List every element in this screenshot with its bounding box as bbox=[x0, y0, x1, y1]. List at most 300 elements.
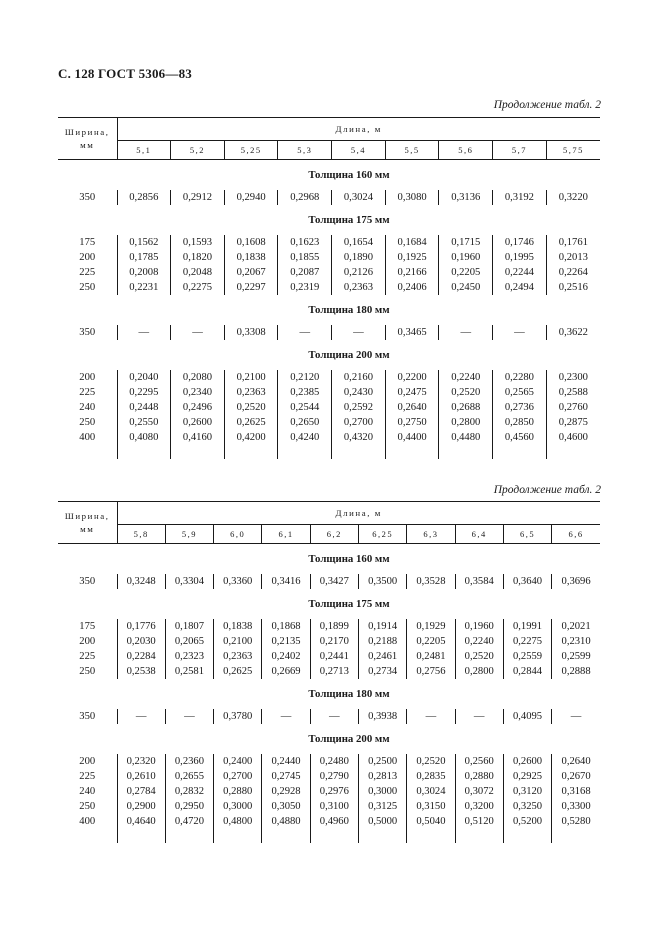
value-cell: 0,1761 bbox=[558, 237, 588, 248]
width-cell: 350 bbox=[58, 709, 117, 724]
value-cell: 0,2475 bbox=[385, 385, 439, 400]
value-cell: — bbox=[278, 325, 332, 340]
table-row bbox=[58, 784, 600, 799]
value-cell: 0,2736 bbox=[493, 400, 547, 415]
value-cell: 0,1960 bbox=[439, 250, 493, 265]
value-cell: 0,2013 bbox=[558, 252, 588, 263]
page-header: С. 128 ГОСТ 5306—83 bbox=[58, 66, 192, 81]
value-cell: 0,1995 bbox=[493, 250, 547, 265]
value-cell: 0,1593 bbox=[171, 235, 225, 250]
section-row bbox=[58, 724, 600, 754]
value-cell: 0,2756 bbox=[407, 664, 455, 679]
value-cell: 0,2850 bbox=[493, 415, 547, 430]
value-cell: 0,2832 bbox=[165, 784, 213, 799]
value-cell: 0,2625 bbox=[224, 415, 278, 430]
value-cell: 0,3100 bbox=[310, 799, 358, 814]
value-cell: 0,2160 bbox=[332, 370, 386, 385]
value-cell: 0,3304 bbox=[165, 574, 213, 589]
length-header-cell: 6,4 bbox=[455, 525, 503, 544]
value-cell: 0,3622 bbox=[558, 327, 588, 338]
value-cell: 0,2448 bbox=[117, 400, 171, 415]
value-cell: 0,4095 bbox=[503, 709, 551, 724]
width-cell: 225 bbox=[58, 769, 117, 784]
value-cell: 0,1925 bbox=[385, 250, 439, 265]
value-cell: 0,2231 bbox=[117, 280, 171, 295]
value-cell: 0,2835 bbox=[407, 769, 455, 784]
width-cell: 200 bbox=[58, 370, 117, 385]
value-cell: 0,3465 bbox=[385, 325, 439, 340]
value-cell: — bbox=[570, 711, 582, 722]
value-cell: 0,4720 bbox=[165, 814, 213, 829]
table-row bbox=[58, 325, 600, 340]
table-row bbox=[58, 430, 600, 445]
value-cell: 0,4320 bbox=[332, 430, 386, 445]
value-cell: 0,1929 bbox=[407, 619, 455, 634]
value-cell: 0,2166 bbox=[385, 265, 439, 280]
value-cell: 0,2856 bbox=[117, 190, 171, 205]
value-cell: — bbox=[455, 709, 503, 724]
value-cell: 0,4400 bbox=[385, 430, 439, 445]
value-cell: 0,1562 bbox=[117, 235, 171, 250]
value-cell: 0,2520 bbox=[224, 400, 278, 415]
value-cell: 0,3168 bbox=[561, 786, 591, 797]
value-cell: 0,3938 bbox=[358, 709, 406, 724]
value-cell: 0,3192 bbox=[493, 190, 547, 205]
value-cell: 0,1623 bbox=[278, 235, 332, 250]
section-row bbox=[58, 544, 600, 575]
length-header-cell: 5,8 bbox=[117, 525, 165, 544]
value-cell: 0,2640 bbox=[561, 756, 591, 767]
value-cell: 0,2813 bbox=[358, 769, 406, 784]
section-title: Толщина 200 мм bbox=[308, 349, 390, 361]
value-cell: 0,2284 bbox=[117, 649, 165, 664]
length-header-cell: 5,4 bbox=[332, 141, 386, 160]
value-cell: 0,2406 bbox=[385, 280, 439, 295]
value-cell: 0,2760 bbox=[558, 402, 588, 413]
value-cell: 0,2120 bbox=[278, 370, 332, 385]
length-header-cell: 5,7 bbox=[493, 141, 547, 160]
value-cell: 0,2800 bbox=[439, 415, 493, 430]
width-cell: 225 bbox=[58, 265, 117, 280]
value-cell: 0,2295 bbox=[117, 385, 171, 400]
value-cell: 0,2610 bbox=[117, 769, 165, 784]
length-header-cell: 5,2 bbox=[171, 141, 225, 160]
width-header-label: Ширина, bbox=[64, 126, 110, 137]
length-header-cell: 6,3 bbox=[407, 525, 455, 544]
table-row bbox=[58, 814, 600, 829]
value-cell: 0,1608 bbox=[224, 235, 278, 250]
length-header-cell: 6,5 bbox=[503, 525, 551, 544]
value-cell: 0,2297 bbox=[224, 280, 278, 295]
value-cell: 0,2440 bbox=[262, 754, 310, 769]
value-cell: 0,2688 bbox=[439, 400, 493, 415]
length-header-cell: 5,5 bbox=[385, 141, 439, 160]
value-cell: 0,2065 bbox=[165, 634, 213, 649]
value-cell: 0,4600 bbox=[558, 432, 588, 443]
value-cell: 0,2976 bbox=[310, 784, 358, 799]
value-cell: 0,2240 bbox=[455, 634, 503, 649]
value-cell: 0,2560 bbox=[455, 754, 503, 769]
section-title: Толщина 200 мм bbox=[308, 733, 390, 745]
value-cell: 0,2496 bbox=[171, 400, 225, 415]
table-row bbox=[58, 400, 600, 415]
width-column-header bbox=[58, 118, 117, 160]
value-cell: 0,4240 bbox=[278, 430, 332, 445]
value-cell: 0,2880 bbox=[455, 769, 503, 784]
width-header-unit: мм bbox=[80, 139, 95, 150]
value-cell: 0,2713 bbox=[310, 664, 358, 679]
value-cell: 0,2880 bbox=[214, 784, 262, 799]
value-cell: 0,3024 bbox=[332, 190, 386, 205]
value-cell: 0,3120 bbox=[503, 784, 551, 799]
value-cell: 0,2441 bbox=[310, 649, 358, 664]
value-cell: 0,3200 bbox=[455, 799, 503, 814]
value-cell: 0,1746 bbox=[493, 235, 547, 250]
section-title: Толщина 180 мм bbox=[308, 688, 390, 700]
value-cell: 0,2600 bbox=[171, 415, 225, 430]
value-cell: 0,2650 bbox=[278, 415, 332, 430]
value-cell: 0,4200 bbox=[224, 430, 278, 445]
width-header-label: Ширина, bbox=[64, 510, 110, 521]
value-cell: 0,3500 bbox=[358, 574, 406, 589]
width-cell: 250 bbox=[58, 664, 117, 679]
value-cell: 0,2402 bbox=[262, 649, 310, 664]
length-header-cell: 6,1 bbox=[262, 525, 310, 544]
value-cell: 0,1684 bbox=[385, 235, 439, 250]
value-cell: 0,2520 bbox=[455, 649, 503, 664]
table-row bbox=[58, 415, 600, 430]
value-cell: 0,2950 bbox=[165, 799, 213, 814]
value-cell: 0,2200 bbox=[385, 370, 439, 385]
value-cell: 0,2363 bbox=[224, 385, 278, 400]
value-cell: 0,1807 bbox=[165, 619, 213, 634]
section-row bbox=[58, 340, 600, 370]
value-cell: 0,1838 bbox=[224, 250, 278, 265]
value-cell: 0,2494 bbox=[493, 280, 547, 295]
value-cell: 0,2048 bbox=[171, 265, 225, 280]
value-cell: 0,2588 bbox=[558, 387, 588, 398]
section-row bbox=[58, 589, 600, 619]
width-column-header bbox=[58, 502, 117, 544]
value-cell: 0,1785 bbox=[117, 250, 171, 265]
value-cell: 0,1868 bbox=[262, 619, 310, 634]
table-row bbox=[58, 574, 600, 589]
value-cell: 0,2669 bbox=[262, 664, 310, 679]
width-cell: 240 bbox=[58, 784, 117, 799]
section-row bbox=[58, 205, 600, 235]
width-cell: 240 bbox=[58, 400, 117, 415]
value-cell: 0,2700 bbox=[332, 415, 386, 430]
value-cell: 0,2100 bbox=[214, 634, 262, 649]
value-cell: 0,2188 bbox=[358, 634, 406, 649]
value-cell: 0,3416 bbox=[262, 574, 310, 589]
value-cell: 0,2400 bbox=[214, 754, 262, 769]
width-cell: 350 bbox=[58, 574, 117, 589]
table-row bbox=[58, 664, 600, 679]
weight-table-2 bbox=[58, 501, 600, 843]
section-row bbox=[58, 295, 600, 325]
value-cell: 0,2126 bbox=[332, 265, 386, 280]
value-cell: 0,5040 bbox=[407, 814, 455, 829]
value-cell: 0,2544 bbox=[278, 400, 332, 415]
width-cell: 250 bbox=[58, 415, 117, 430]
width-cell: 200 bbox=[58, 754, 117, 769]
value-cell: 0,1776 bbox=[117, 619, 165, 634]
value-cell: — bbox=[117, 709, 165, 724]
value-cell: 0,2275 bbox=[503, 634, 551, 649]
width-cell: 350 bbox=[58, 190, 117, 205]
table-row bbox=[58, 649, 600, 664]
length-header-cell: 5,9 bbox=[165, 525, 213, 544]
value-cell: 0,2480 bbox=[310, 754, 358, 769]
value-cell: 0,2790 bbox=[310, 769, 358, 784]
table-row bbox=[58, 799, 600, 814]
value-cell: 0,5000 bbox=[358, 814, 406, 829]
section-title: Толщина 160 мм bbox=[308, 169, 390, 181]
value-cell: 0,2205 bbox=[407, 634, 455, 649]
value-cell: 0,2928 bbox=[262, 784, 310, 799]
section-title: Толщина 180 мм bbox=[308, 304, 390, 316]
continuation-label-2: Продолжение табл. 2 bbox=[493, 484, 601, 496]
value-cell: 0,2461 bbox=[358, 649, 406, 664]
value-cell: 0,2363 bbox=[214, 649, 262, 664]
value-cell: 0,2360 bbox=[165, 754, 213, 769]
value-cell: 0,2745 bbox=[262, 769, 310, 784]
width-cell: 200 bbox=[58, 250, 117, 265]
value-cell: 0,2640 bbox=[385, 400, 439, 415]
value-cell: 0,1899 bbox=[310, 619, 358, 634]
value-cell: 0,3528 bbox=[407, 574, 455, 589]
value-cell: 0,2100 bbox=[224, 370, 278, 385]
value-cell: 0,4800 bbox=[214, 814, 262, 829]
value-cell: — bbox=[407, 709, 455, 724]
value-cell: 0,2592 bbox=[332, 400, 386, 415]
value-cell: 0,2244 bbox=[493, 265, 547, 280]
value-cell: 0,3308 bbox=[224, 325, 278, 340]
width-cell: 250 bbox=[58, 280, 117, 295]
value-cell: 0,4960 bbox=[310, 814, 358, 829]
length-header-cell: 5,25 bbox=[224, 141, 278, 160]
value-cell: 0,2940 bbox=[224, 190, 278, 205]
table-row bbox=[58, 754, 600, 769]
value-cell: 0,1991 bbox=[503, 619, 551, 634]
section-title: Толщина 160 мм bbox=[308, 553, 390, 565]
table-row bbox=[58, 370, 600, 385]
value-cell: — bbox=[117, 325, 171, 340]
value-cell: 0,2670 bbox=[561, 771, 591, 782]
value-cell: 0,2080 bbox=[171, 370, 225, 385]
value-cell: 0,3150 bbox=[407, 799, 455, 814]
value-cell: 0,2655 bbox=[165, 769, 213, 784]
value-cell: 0,3300 bbox=[561, 801, 591, 812]
value-cell: 0,2264 bbox=[558, 267, 588, 278]
value-cell: 0,2912 bbox=[171, 190, 225, 205]
value-cell: — bbox=[332, 325, 386, 340]
value-cell: 0,2067 bbox=[224, 265, 278, 280]
value-cell: 0,3780 bbox=[214, 709, 262, 724]
width-cell: 225 bbox=[58, 649, 117, 664]
value-cell: 0,4880 bbox=[262, 814, 310, 829]
value-cell: 0,2240 bbox=[439, 370, 493, 385]
value-cell: 0,3125 bbox=[358, 799, 406, 814]
weight-table-1 bbox=[58, 117, 600, 459]
length-column-header: Длина, м bbox=[117, 502, 600, 525]
value-cell: 0,2520 bbox=[439, 385, 493, 400]
value-cell: 0,5200 bbox=[503, 814, 551, 829]
table-row bbox=[58, 619, 600, 634]
section-title: Толщина 175 мм bbox=[308, 598, 390, 610]
table-row bbox=[58, 265, 600, 280]
width-cell: 250 bbox=[58, 799, 117, 814]
value-cell: 0,3000 bbox=[358, 784, 406, 799]
value-cell: 0,2205 bbox=[439, 265, 493, 280]
table-row bbox=[58, 385, 600, 400]
value-cell: 0,2581 bbox=[165, 664, 213, 679]
value-cell: 0,2385 bbox=[278, 385, 332, 400]
value-cell: 0,3250 bbox=[503, 799, 551, 814]
length-header-cell: 6,0 bbox=[214, 525, 262, 544]
width-cell: 400 bbox=[58, 814, 117, 829]
section-row bbox=[58, 160, 600, 191]
table-row bbox=[58, 235, 600, 250]
value-cell: 0,2319 bbox=[278, 280, 332, 295]
value-cell: 0,3220 bbox=[558, 192, 588, 203]
value-cell: 0,1960 bbox=[455, 619, 503, 634]
value-cell: 0,2565 bbox=[493, 385, 547, 400]
value-cell: 0,2363 bbox=[332, 280, 386, 295]
width-cell: 175 bbox=[58, 619, 117, 634]
value-cell: 0,3024 bbox=[407, 784, 455, 799]
value-cell: 0,3000 bbox=[214, 799, 262, 814]
value-cell: 0,2550 bbox=[117, 415, 171, 430]
value-cell: 0,4160 bbox=[171, 430, 225, 445]
value-cell: 0,2559 bbox=[503, 649, 551, 664]
value-cell: — bbox=[439, 325, 493, 340]
value-cell: 0,3427 bbox=[310, 574, 358, 589]
table-row bbox=[58, 769, 600, 784]
value-cell: 0,3072 bbox=[455, 784, 503, 799]
value-cell: 0,2135 bbox=[262, 634, 310, 649]
value-cell: 0,2625 bbox=[214, 664, 262, 679]
length-header-cell: 5,1 bbox=[117, 141, 171, 160]
value-cell: 0,1838 bbox=[214, 619, 262, 634]
table-row bbox=[58, 709, 600, 724]
value-cell: 0,2340 bbox=[171, 385, 225, 400]
value-cell: 0,2888 bbox=[561, 666, 591, 677]
value-cell: 0,2450 bbox=[439, 280, 493, 295]
section-title: Толщина 175 мм bbox=[308, 214, 390, 226]
table-row bbox=[58, 250, 600, 265]
length-header-cell: 6,25 bbox=[358, 525, 406, 544]
value-cell: 0,2600 bbox=[503, 754, 551, 769]
value-cell: 0,1820 bbox=[171, 250, 225, 265]
value-cell: 0,3696 bbox=[561, 576, 591, 587]
value-cell: 0,2750 bbox=[385, 415, 439, 430]
value-cell: 0,2430 bbox=[332, 385, 386, 400]
value-cell: 0,2900 bbox=[117, 799, 165, 814]
width-cell: 175 bbox=[58, 235, 117, 250]
continuation-label-1: Продолжение табл. 2 bbox=[493, 99, 601, 111]
table-row bbox=[58, 280, 600, 295]
value-cell: 0,3136 bbox=[439, 190, 493, 205]
value-cell: 0,3640 bbox=[503, 574, 551, 589]
value-cell: 0,2875 bbox=[558, 417, 588, 428]
width-cell: 225 bbox=[58, 385, 117, 400]
value-cell: — bbox=[171, 325, 225, 340]
value-cell: 0,2030 bbox=[117, 634, 165, 649]
value-cell: 0,2323 bbox=[165, 649, 213, 664]
value-cell: 0,2040 bbox=[117, 370, 171, 385]
width-cell: 400 bbox=[58, 430, 117, 445]
value-cell: 0,2280 bbox=[493, 370, 547, 385]
value-cell: 0,1715 bbox=[439, 235, 493, 250]
value-cell: 0,2800 bbox=[455, 664, 503, 679]
value-cell: 0,5280 bbox=[561, 816, 591, 827]
value-cell: 0,2021 bbox=[561, 621, 591, 632]
value-cell: 0,3080 bbox=[385, 190, 439, 205]
value-cell: 0,2968 bbox=[278, 190, 332, 205]
value-cell: 0,2700 bbox=[214, 769, 262, 784]
value-cell: 0,2481 bbox=[407, 649, 455, 664]
value-cell: 0,2310 bbox=[561, 636, 591, 647]
value-cell: 0,3248 bbox=[117, 574, 165, 589]
value-cell: 0,2734 bbox=[358, 664, 406, 679]
value-cell: — bbox=[310, 709, 358, 724]
value-cell: 0,1890 bbox=[332, 250, 386, 265]
length-header-cell: 5,3 bbox=[278, 141, 332, 160]
value-cell: 0,4080 bbox=[117, 430, 171, 445]
value-cell: 0,2844 bbox=[503, 664, 551, 679]
value-cell: 0,2516 bbox=[558, 282, 588, 293]
value-cell: — bbox=[165, 709, 213, 724]
table-row bbox=[58, 634, 600, 649]
value-cell: 0,2275 bbox=[171, 280, 225, 295]
length-column-header: Длина, м bbox=[117, 118, 600, 141]
value-cell: 0,2520 bbox=[407, 754, 455, 769]
section-row bbox=[58, 679, 600, 709]
value-cell: 0,4640 bbox=[117, 814, 165, 829]
value-cell: 0,2320 bbox=[117, 754, 165, 769]
table-row bbox=[58, 190, 600, 205]
length-header-cell: 6,6 bbox=[552, 525, 600, 544]
value-cell: 0,2500 bbox=[358, 754, 406, 769]
value-cell: 0,2300 bbox=[558, 372, 588, 383]
length-header-cell: 5,6 bbox=[439, 141, 493, 160]
value-cell: 0,2087 bbox=[278, 265, 332, 280]
width-cell: 200 bbox=[58, 634, 117, 649]
width-header-unit: мм bbox=[80, 523, 95, 534]
value-cell: 0,2170 bbox=[310, 634, 358, 649]
value-cell: 0,2784 bbox=[117, 784, 165, 799]
width-cell: 350 bbox=[58, 325, 117, 340]
length-header-cell: 6,2 bbox=[310, 525, 358, 544]
value-cell: 0,1914 bbox=[358, 619, 406, 634]
value-cell: 0,5120 bbox=[455, 814, 503, 829]
length-header-cell: 5,75 bbox=[546, 141, 600, 160]
value-cell: 0,1654 bbox=[332, 235, 386, 250]
value-cell: 0,2538 bbox=[117, 664, 165, 679]
value-cell: 0,4480 bbox=[439, 430, 493, 445]
value-cell: 0,4560 bbox=[493, 430, 547, 445]
value-cell: 0,3584 bbox=[455, 574, 503, 589]
value-cell: 0,1855 bbox=[278, 250, 332, 265]
value-cell: 0,2599 bbox=[561, 651, 591, 662]
value-cell: 0,2925 bbox=[503, 769, 551, 784]
value-cell: — bbox=[493, 325, 547, 340]
value-cell: — bbox=[262, 709, 310, 724]
value-cell: 0,3360 bbox=[214, 574, 262, 589]
value-cell: 0,2008 bbox=[117, 265, 171, 280]
